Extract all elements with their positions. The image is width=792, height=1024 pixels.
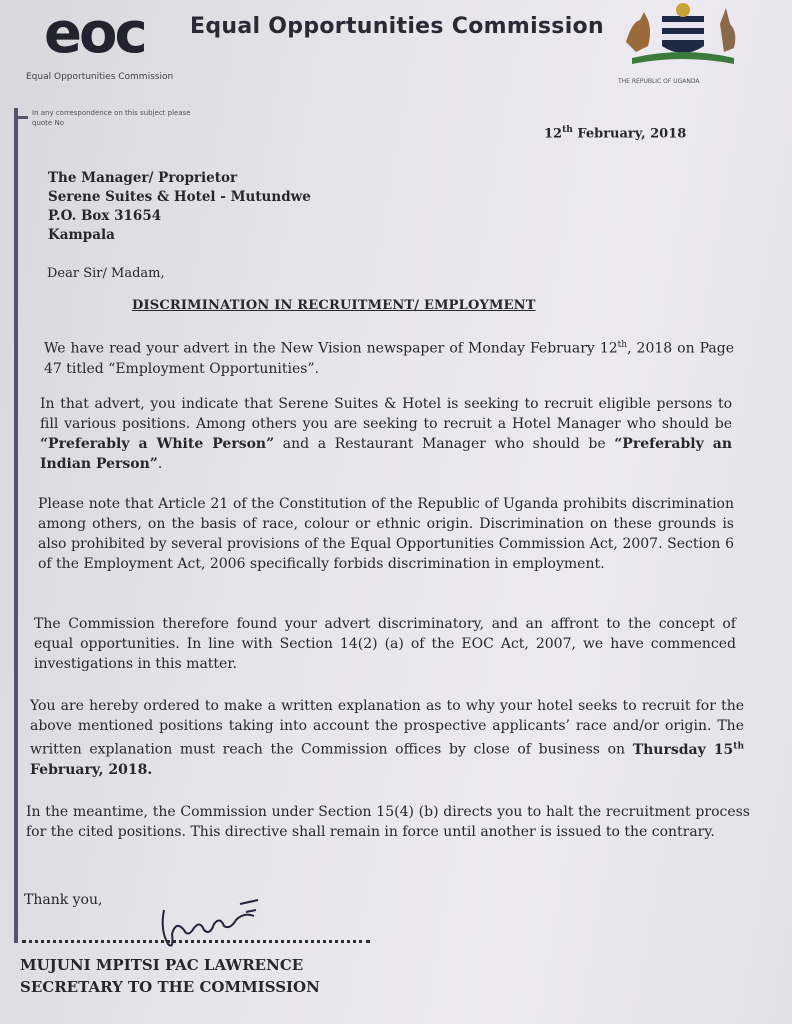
- signature-line: [22, 940, 370, 943]
- margin-tick: [14, 116, 28, 119]
- signature-icon: [154, 890, 264, 954]
- signatory-name: MUJUNI MPITSI PAC LAWRENCE: [20, 956, 304, 974]
- eoc-logo: eoc: [44, 1, 145, 66]
- crest-caption: THE REPUBLIC OF UGANDA: [618, 78, 700, 85]
- paragraph-2: In that advert, you indicate that Serene Suites & Hotel is seeking to recruit eligible persons to fill various positions. Among others you are seeking to recruit a Hotel Manager who should be “Preferably a White Person” and a Restaurant Manager who should be “Preferably an Indian Person”.: [40, 396, 733, 472]
- subject-heading: DISCRIMINATION IN RECRUITMENT/ EMPLOYMENT: [132, 298, 536, 313]
- address-line: Kampala: [48, 227, 115, 243]
- salutation: Dear Sir/ Madam,: [47, 266, 165, 281]
- paragraph-1: We have read your advert in the New Vision newspaper of Monday February 12th, 2018 on Page 47 titled “Employment Opportunities”.: [44, 340, 734, 377]
- address-line: The Manager/ Proprietor: [48, 170, 238, 186]
- uganda-coat-of-arms-icon: [622, 2, 744, 68]
- signatory-title: SECRETARY TO THE COMMISSION: [20, 978, 320, 996]
- paragraph-6: In the meantime, the Commission under Section 15(4) (b) directs you to halt the recruitment process for the cited positions. This directive shall remain in force until another is issued to the contrary.: [26, 804, 750, 840]
- paragraph-4: The Commission therefore found your advert discriminatory, and an affront to the concept of equal opportunities. In line with Section 14(2) (a) of the EOC Act, 2007, we have commenced investigations in this matter.: [34, 616, 736, 672]
- letter-date: 12th February, 2018: [544, 125, 687, 142]
- logo-subtitle: Equal Opportunities Commission: [26, 72, 174, 82]
- paragraph-3: Please note that Article 21 of the Constitution of the Republic of Uganda prohibits discrimination among others, on the basis of race, colour or ethnic origin. Discrimination on these grounds is also prohibited by several provisions of the Equal Opportunities Commission Act, 2007. Section 6 of the Employment Act, 2006 specifically forbids discrimination in employment.: [38, 496, 734, 572]
- paragraph-5: You are hereby ordered to make a written explanation as to why your hotel seeks to recruit for the above mentioned positions taking into account the prospective applicants’ race and/or origin. The written explanation must reach the Commission offices by close of business on Thursday 15th February, 2018.: [30, 698, 744, 778]
- closing: Thank you,: [24, 892, 103, 908]
- reference-note: In any correspondence on this subject please quote No: [32, 109, 191, 127]
- address-line: Serene Suites & Hotel - Mutundwe: [48, 189, 311, 205]
- margin-rule: [14, 108, 18, 943]
- recipient-address: [48, 169, 311, 245]
- address-line: P.O. Box 31654: [48, 208, 162, 224]
- organization-name: Equal Opportunities Commission: [190, 14, 604, 39]
